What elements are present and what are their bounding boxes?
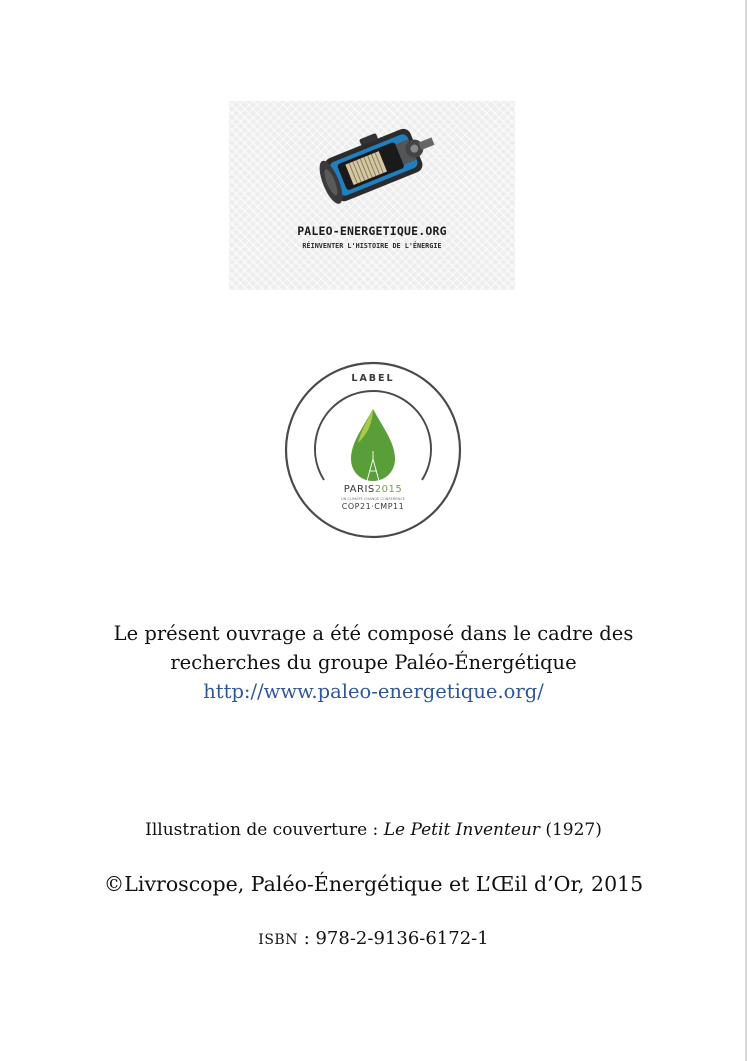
copyright-text: Livroscope, Paléo-Énergétique et L’Œil d’Or, 2015 <box>124 872 644 896</box>
isbn-label: ISBN <box>258 932 298 948</box>
cop21-ring-icon <box>284 361 462 539</box>
credit-line-1: Le présent ouvrage a été composé dans le cadre des <box>113 622 634 645</box>
logo-tagline: RÉINVENTER L'HISTOIRE DE L'ÉNERGIE <box>302 242 442 250</box>
paris-text <box>284 484 462 495</box>
leaf-eiffel-tower-icon <box>351 409 395 481</box>
cover-illustration-credit <box>40 820 707 840</box>
cover-title: Le Petit Inventeur <box>383 820 540 840</box>
label-word: LABEL <box>351 373 395 384</box>
copyright-line <box>30 872 717 896</box>
paris-word: PARIS <box>343 484 375 495</box>
paleo-energetique-logo <box>229 101 515 290</box>
copyright-symbol: © <box>103 872 125 896</box>
logo-name: PALEO-ENERGETIQUE.ORG <box>297 224 447 238</box>
credit-block <box>40 619 707 706</box>
cover-year: (1927) <box>539 820 602 840</box>
credit-line-2: recherches du groupe Paléo-Énergétique <box>170 651 577 674</box>
paris-year: 2015 <box>374 484 403 495</box>
isbn-value: 978-2-9136-6172-1 <box>315 928 489 949</box>
cop-subtitle: COP21·CMP11 <box>341 502 405 511</box>
engine-cutaway-icon <box>309 113 444 213</box>
website-link[interactable]: http://www.paleo-energetique.org/ <box>203 680 544 703</box>
isbn-line <box>40 928 707 949</box>
conference-small-text: UN CLIMATE CHANGE CONFERENCE <box>340 497 406 501</box>
isbn-separator: : <box>297 928 316 949</box>
cop21-label-badge <box>284 361 462 539</box>
cover-prefix: Illustration de couverture : <box>145 820 384 840</box>
